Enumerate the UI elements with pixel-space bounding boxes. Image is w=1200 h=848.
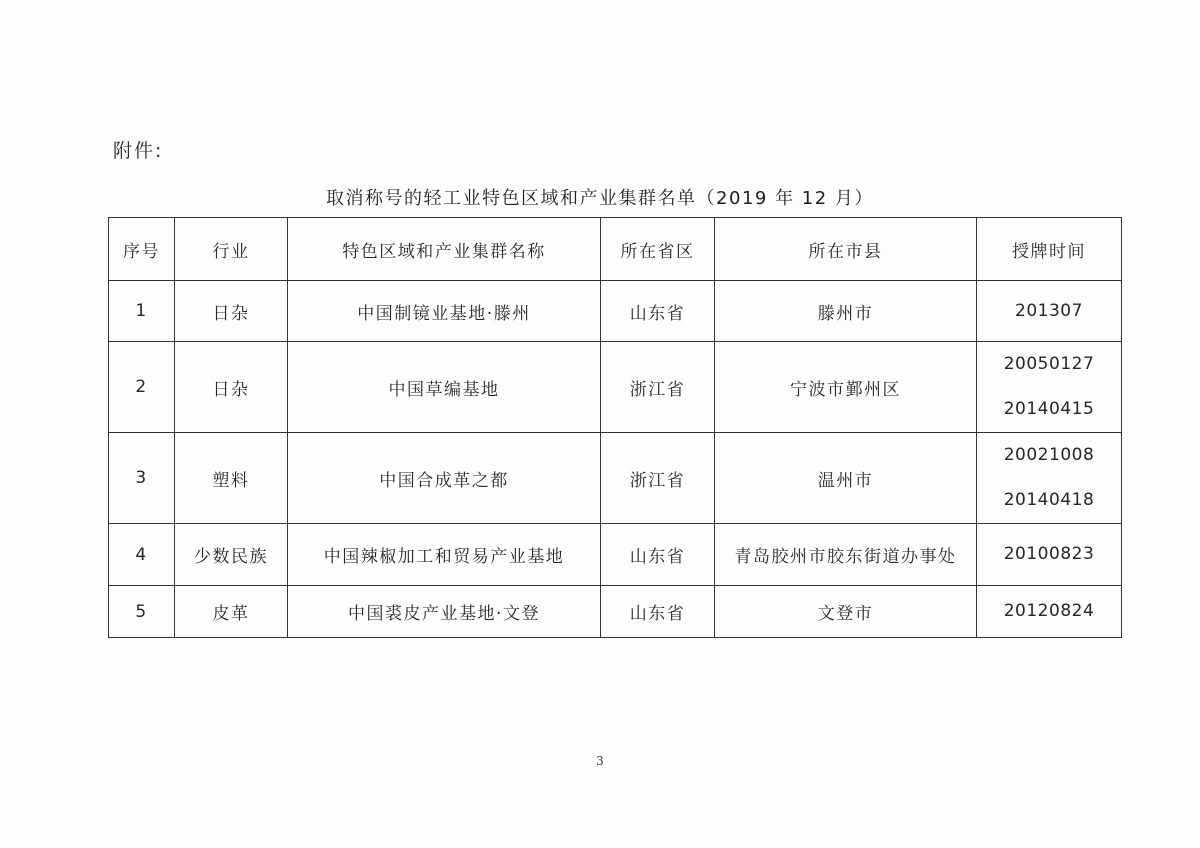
table-row [109,586,1122,638]
cell-industry: 塑料 [175,433,288,524]
cell-award-date [977,342,1122,433]
table-row [109,342,1122,433]
cell-serial-number: 1 [109,281,175,342]
cell-city-county: 滕州市 [715,281,977,342]
cell-city-county: 温州市 [715,433,977,524]
cell-cluster-name: 中国合成革之都 [288,433,601,524]
table-row [109,281,1122,342]
cell-serial-number: 3 [109,433,175,524]
header-award-date: 授牌时间 [977,218,1122,281]
award-date-value: 20140415 [1003,399,1095,419]
cell-province: 山东省 [601,281,715,342]
cell-award-date [977,586,1122,638]
table-row [109,433,1122,524]
award-date-value: 20140418 [1003,490,1095,510]
header-cluster-name: 特色区域和产业集群名称 [288,218,601,281]
cell-province: 山东省 [601,586,715,638]
revocation-list-table [108,217,1122,638]
table-row [109,524,1122,586]
cell-city-county: 文登市 [715,586,977,638]
header-city-county: 所在市县 [715,218,977,281]
header-serial-number: 序号 [109,218,175,281]
cell-cluster-name: 中国裘皮产业基地·文登 [288,586,601,638]
award-date-value: 20050127 [1003,354,1095,374]
cell-city-county: 宁波市鄞州区 [715,342,977,433]
cell-award-date [977,281,1122,342]
award-date-value: 20021008 [1003,445,1095,465]
header-province: 所在省区 [601,218,715,281]
document-title: 取消称号的轻工业特色区域和产业集群名单（2019 年 12 月） [326,188,874,209]
header-industry: 行业 [175,218,288,281]
cell-cluster-name: 中国制镜业基地·滕州 [288,281,601,342]
cell-cluster-name: 中国辣椒加工和贸易产业基地 [288,524,601,586]
cell-cluster-name: 中国草编基地 [288,342,601,433]
cell-industry: 日杂 [175,342,288,433]
cell-city-county: 青岛胶州市胶东街道办事处 [715,524,977,586]
award-date-value: 20120824 [1003,601,1095,621]
award-date-value: 201307 [1015,300,1083,321]
table-header-row [109,218,1122,281]
cell-industry: 日杂 [175,281,288,342]
cell-province: 山东省 [601,524,715,586]
cell-province: 浙江省 [601,433,715,524]
cell-award-date [977,524,1122,586]
page-number: 3 [596,754,604,768]
cell-industry: 皮革 [175,586,288,638]
cell-province: 浙江省 [601,342,715,433]
cell-serial-number: 5 [109,586,175,638]
cell-industry: 少数民族 [175,524,288,586]
cell-award-date [977,433,1122,524]
award-date-value: 20100823 [1003,544,1095,564]
cell-serial-number: 2 [109,342,175,433]
cell-serial-number: 4 [109,524,175,586]
attachment-label: 附件: [113,140,164,162]
